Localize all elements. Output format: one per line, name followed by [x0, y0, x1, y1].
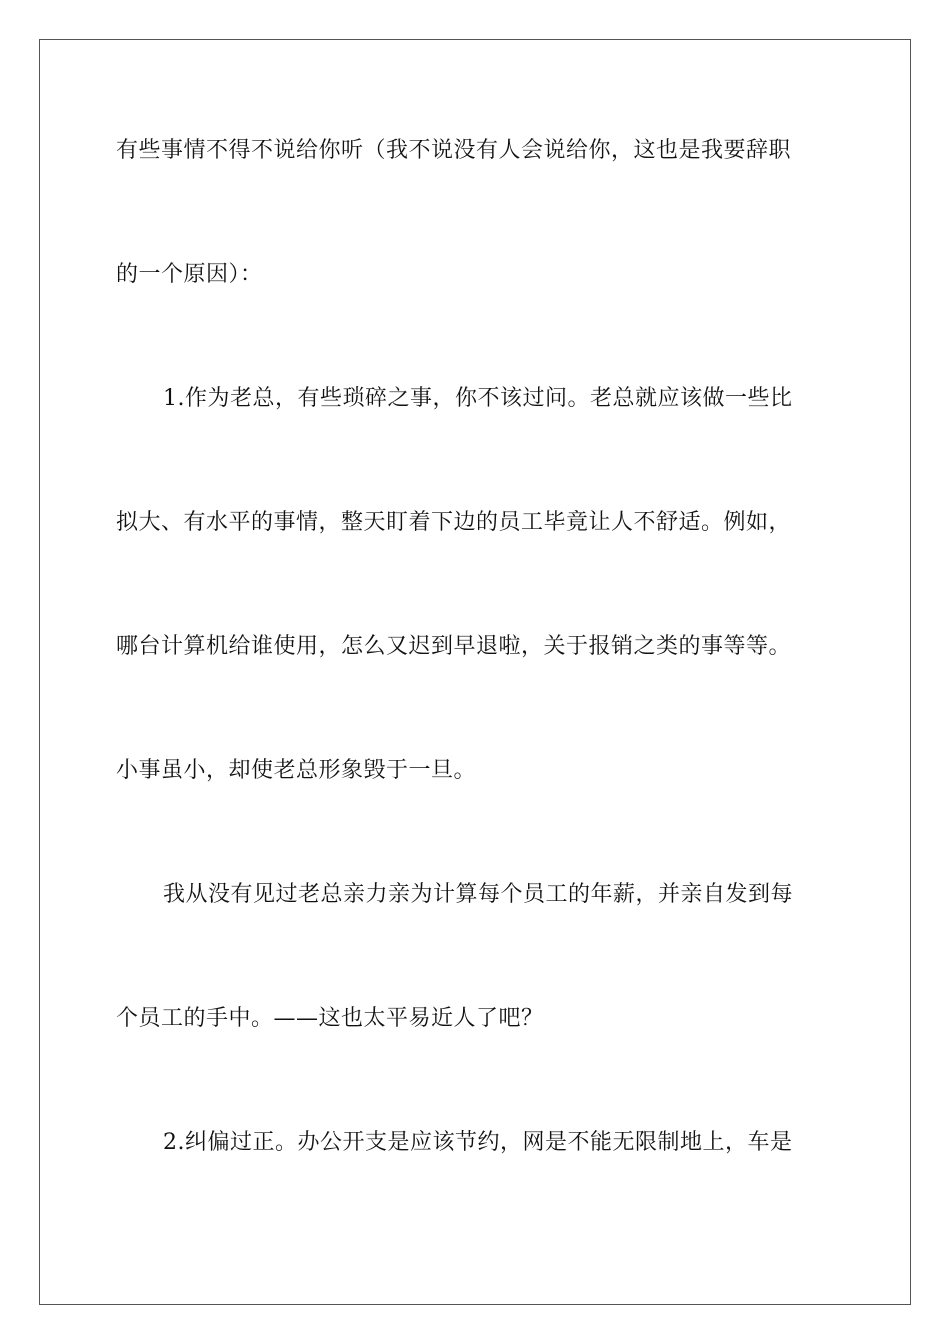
text-line-5: 哪台计算机给谁使用，怎么又迟到早退啦，关于报销之类的事等等。 [116, 634, 792, 659]
text-line-6: 小事虽小，却使老总形象毁于一旦。 [116, 758, 477, 783]
text-line-4: 拟大、有水平的事情，整天盯着下边的员工毕竟让人不舒适。例如， [116, 510, 792, 535]
text-line-2: 的一个原因）： [116, 262, 263, 287]
text-line-3: 1.作为老总，有些琐碎之事，你不该过问。老总就应该做一些比 [163, 386, 793, 411]
text-line-9: 2.纠偏过正。办公开支是应该节约，网是不能无限制地上，车是 [163, 1130, 793, 1155]
text-line-8: 个员工的手中。——这也太平易近人了吧？ [116, 1006, 544, 1031]
text-line-7: 我从没有见过老总亲力亲为计算每个员工的年薪，并亲自发到每 [163, 882, 794, 907]
page-border [39, 39, 911, 1305]
text-line-1: 有些事情不得不说给你听（我不说没有人会说给你，这也是我要辞职 [116, 138, 792, 163]
